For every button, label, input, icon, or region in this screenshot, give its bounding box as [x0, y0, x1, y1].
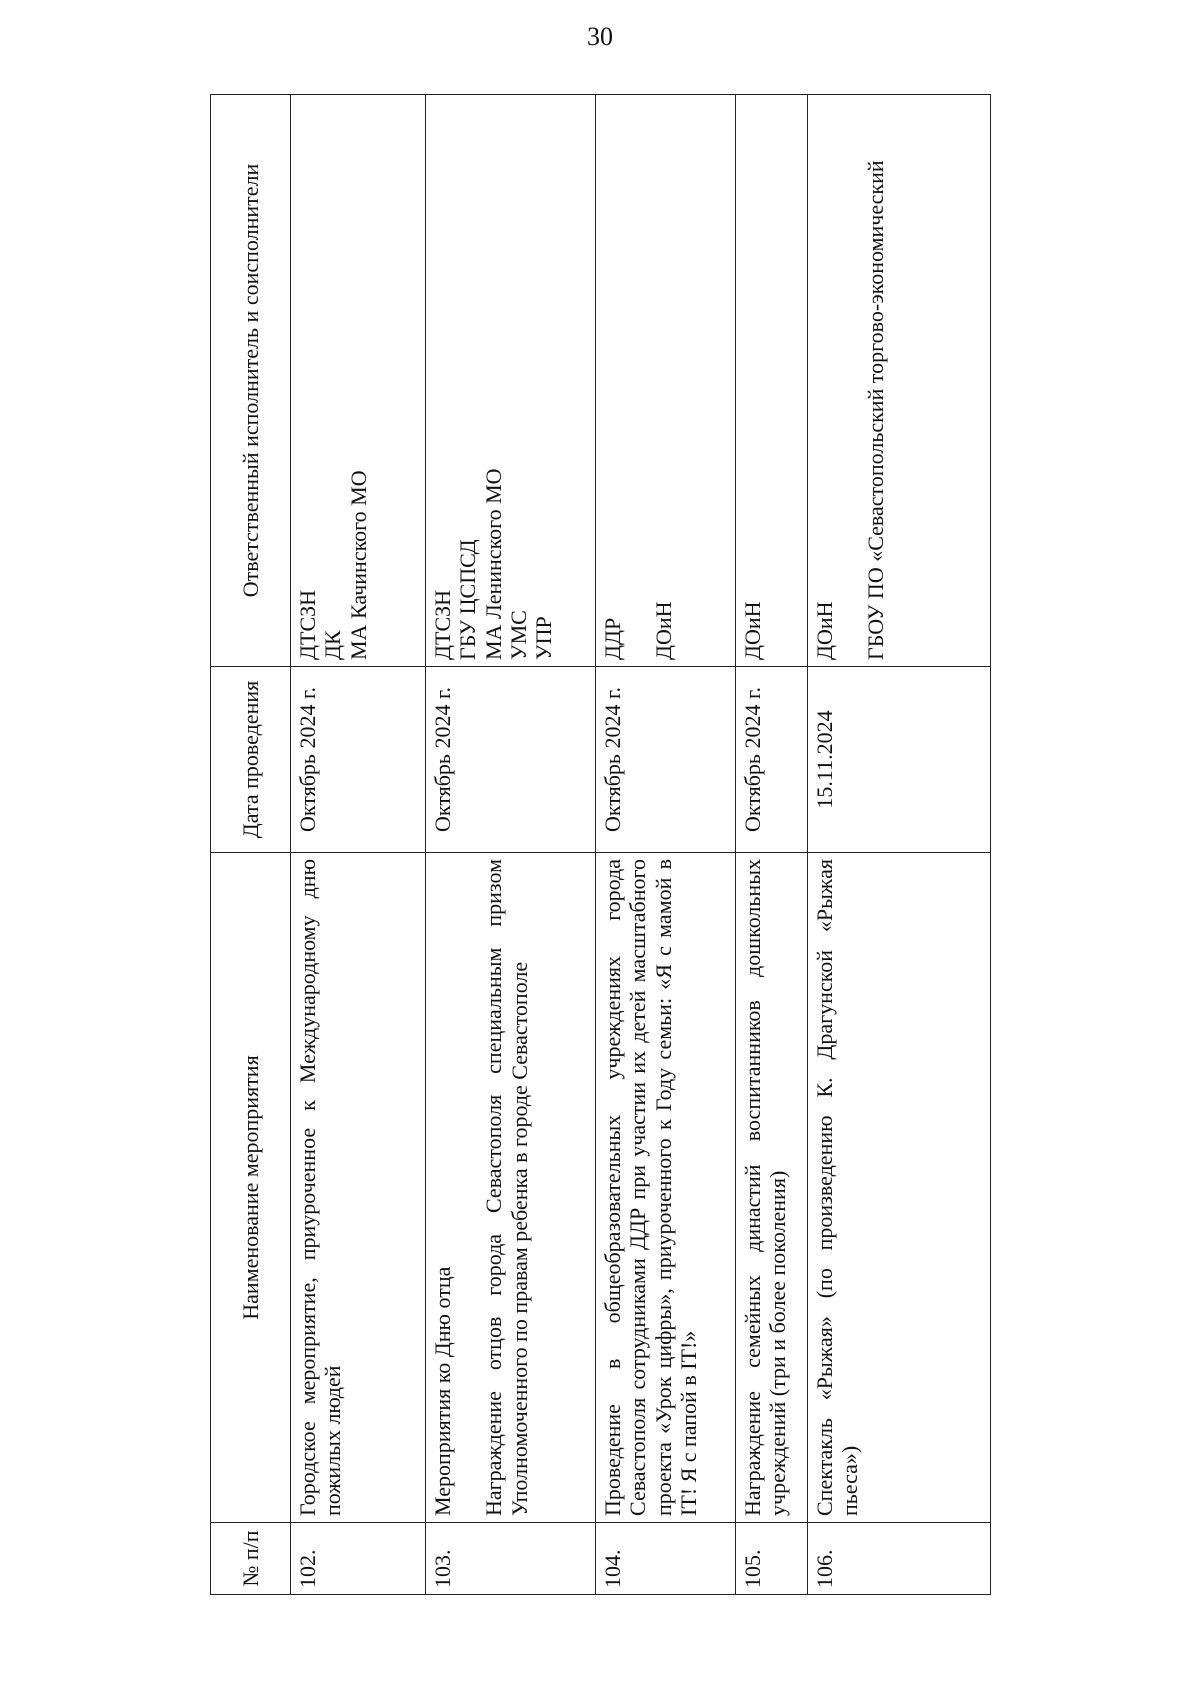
- responsible-line: ДТСЗН: [295, 589, 320, 660]
- responsible-line: ДТСЗН: [430, 589, 455, 660]
- event-name: Городское мероприятие, приуроченное к Международному дню пожилых людей: [291, 853, 426, 1523]
- header-responsible: Ответственный исполнитель и соисполнители: [211, 95, 291, 667]
- responsible-line: УПР: [531, 616, 557, 660]
- row-number: 103.: [426, 1523, 596, 1595]
- responsible-cell: [291, 95, 426, 667]
- responsible-line: УМС: [505, 610, 531, 660]
- event-name-cell: [426, 853, 596, 1523]
- table-row: [736, 95, 808, 1595]
- responsible-line: ДДР: [600, 617, 625, 660]
- header-name: Наименование мероприятия: [211, 853, 291, 1523]
- event-date: Октябрь 2024 г.: [736, 667, 808, 853]
- row-number: 104.: [596, 1523, 736, 1595]
- row-number: 105.: [736, 1523, 808, 1595]
- table-row: [596, 95, 736, 1595]
- table-header-row: [211, 95, 291, 1595]
- event-name: Проведение в общеобразовательных учреждениях города Севастополя сотрудниками ДДР при участии их детей масштабного проекта «Урок цифры», приуроченного к Году семьи: «Я с мамой в IT! Я с папой в IT!»: [596, 853, 736, 1523]
- responsible-line: ГБУ ЦСПСД: [455, 539, 481, 660]
- event-name-secondary: Награждение отцов города Севастополя специальным призом Уполномоченного по правам ребенка в городе Севастополе: [481, 859, 532, 1516]
- table-row: [808, 95, 991, 1595]
- header-number: № п/п: [211, 1523, 291, 1595]
- table-row: [426, 95, 596, 1595]
- page-number: 30: [587, 22, 613, 51]
- responsible-line: ДОиН: [812, 601, 837, 660]
- responsible-line: ДК: [320, 630, 346, 660]
- events-table: [210, 94, 991, 1595]
- event-name: Спектакль «Рыжая» (по произведению К. Драгунской «Рыжая пьеса»): [808, 853, 991, 1523]
- rotated-table-container: [210, 95, 990, 1595]
- row-number: 102.: [291, 1523, 426, 1595]
- responsible-line: ДОиН: [651, 601, 677, 660]
- responsible-cell: [596, 95, 736, 667]
- responsible-line: МА Качинского МО: [345, 470, 371, 660]
- table-row: [291, 95, 426, 1595]
- responsible-line: МА Ленинского МО: [480, 468, 506, 660]
- event-name: Награждение семейных династий воспитанников дошкольных учреждений (три и более поколения): [736, 853, 808, 1523]
- event-date: 15.11.2024: [808, 667, 991, 853]
- row-number: 106.: [808, 1523, 991, 1595]
- event-name: Мероприятия ко Дню отца: [430, 1266, 455, 1516]
- event-date: Октябрь 2024 г.: [426, 667, 596, 853]
- event-date: Октябрь 2024 г.: [596, 667, 736, 853]
- responsible-cell: [426, 95, 596, 667]
- event-date: Октябрь 2024 г.: [291, 667, 426, 853]
- responsible-line: ГБОУ ПО «Севастопольский торгово-экономический: [863, 160, 889, 660]
- responsible-line: ДОиН: [740, 601, 765, 660]
- responsible-cell: [808, 95, 991, 667]
- header-date: Дата проведения: [211, 667, 291, 853]
- responsible-cell: [736, 95, 808, 667]
